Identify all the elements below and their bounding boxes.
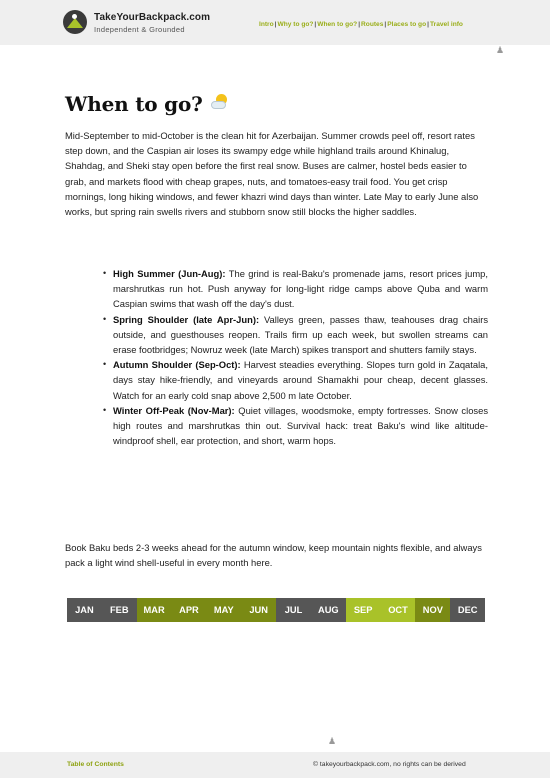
page-footer: [0, 752, 550, 778]
list-item: [103, 266, 488, 312]
month-cell-oct: OCT: [381, 598, 416, 622]
season-text: Valleys green, passes thaw, teahouses drag chairs outside, and guesthouses reopen. Trails firm up each week, but swollen streams can erase footbridges; Nowruz week (late March) spikes transport and shutters family stays.: [113, 313, 489, 356]
nav-places-to-go[interactable]: Places to go: [387, 21, 427, 28]
brand-name[interactable]: TakeYourBackpack.com: [94, 12, 211, 23]
month-cell-apr: APR: [172, 598, 207, 622]
hiker-icon: ♟: [496, 45, 505, 55]
season-label: Winter Off-Peak (Nov-Mar):: [113, 404, 235, 416]
bullet-icon: •: [103, 313, 107, 324]
bullet-icon: •: [103, 268, 107, 278]
bullet-icon: •: [103, 404, 107, 415]
month-cell-jul: JUL: [276, 598, 311, 622]
sun-behind-cloud-icon: [209, 92, 231, 112]
season-label: High Summer (Jun-Aug):: [113, 268, 226, 279]
outro-paragraph: Book Baku beds 2-3 weeks ahead for the autumn window, keep mountain nights flexible, and always pack a light wind shell-useful in every month here.: [65, 542, 482, 569]
nav-routes[interactable]: Routes: [361, 21, 384, 28]
month-cell-dec: DEC: [450, 598, 485, 622]
season-text: Harvest steadies everything. Slopes turn gold in Zaqatala, days stay hike-friendly, and vineyards around Shamakhi pour cheap, decent glasses. Watch for an early cold snap above 2,500 m late October.: [113, 359, 488, 401]
month-cell-may: MAY: [206, 598, 241, 622]
season-text: The grind is real-Baku's promenade jams, resort prices jump, marshrutkas run hot. Push anyway for long-light ridge camps above Quba and warm Caspian swims that wash off the day's dust.: [113, 268, 489, 310]
month-cell-jun: JUN: [241, 598, 276, 622]
month-bar: [67, 598, 485, 622]
bullet-icon: •: [103, 359, 107, 370]
season-label: Autumn Shoulder (Sep-Oct):: [113, 359, 241, 371]
logo[interactable]: [63, 10, 87, 34]
month-cell-jan: JAN: [67, 598, 102, 622]
month-cell-sep: SEP: [346, 598, 381, 622]
list-item: [103, 357, 488, 403]
season-label: Spring Shoulder (late Apr-Jun):: [113, 313, 260, 325]
nav-travel-info[interactable]: Travel info: [429, 21, 463, 28]
seasons-list: [103, 266, 488, 448]
page-header: [0, 0, 550, 45]
mountain-icon: [67, 18, 83, 28]
month-cell-aug: AUG: [311, 598, 346, 622]
nav-why-to-go[interactable]: Why to go?: [277, 21, 314, 28]
top-navigation: Intro|Why to go?|When to go?|Routes|Places to go|Travel info: [259, 21, 463, 28]
nav-intro[interactable]: Intro: [259, 21, 274, 28]
season-text: Quiet villages, woodsmoke, empty fortresses. Snow closes high routes and marshrutkas thin out. Survival hack: treat Baku's wind like altitude-windproof shell, ear protection, and short, warm hops.: [113, 404, 489, 447]
table-of-contents-link[interactable]: Table of Contents: [67, 761, 124, 768]
nav-when-to-go[interactable]: When to go?: [317, 21, 358, 28]
brand-tagline: Independent & Grounded: [94, 25, 185, 34]
title-row: [65, 92, 231, 116]
page-title: When to go?: [65, 92, 203, 116]
list-item: [103, 403, 488, 449]
copyright-text: © takeyourbackpack.com, no rights can be derived: [313, 761, 466, 768]
month-cell-mar: MAR: [137, 598, 172, 622]
month-cell-feb: FEB: [102, 598, 137, 622]
list-item: [103, 312, 488, 358]
hiker-icon: [72, 14, 77, 19]
hiker-icon: ♟: [328, 736, 337, 746]
month-cell-nov: NOV: [415, 598, 450, 622]
intro-paragraph: Mid-September to mid-October is the clean hit for Azerbaijan. Summer crowds peel off, resort rates step down, and the Caspian air loses its swampy edge while highland trails around Khinalug, Shahdag, and Sheki stay open before the first real snow. Buses are calmer, hostel beds easier to grab, and markets flood with cheap grapes, nuts, and tomatoes-easy trail food. You get crisp mornings, long hiking windows, and fewer khazri wind days than winter. Late May to early June also works, but spring rain swells rivers and stubborn snow still blocks the higher saddles.: [65, 130, 479, 218]
